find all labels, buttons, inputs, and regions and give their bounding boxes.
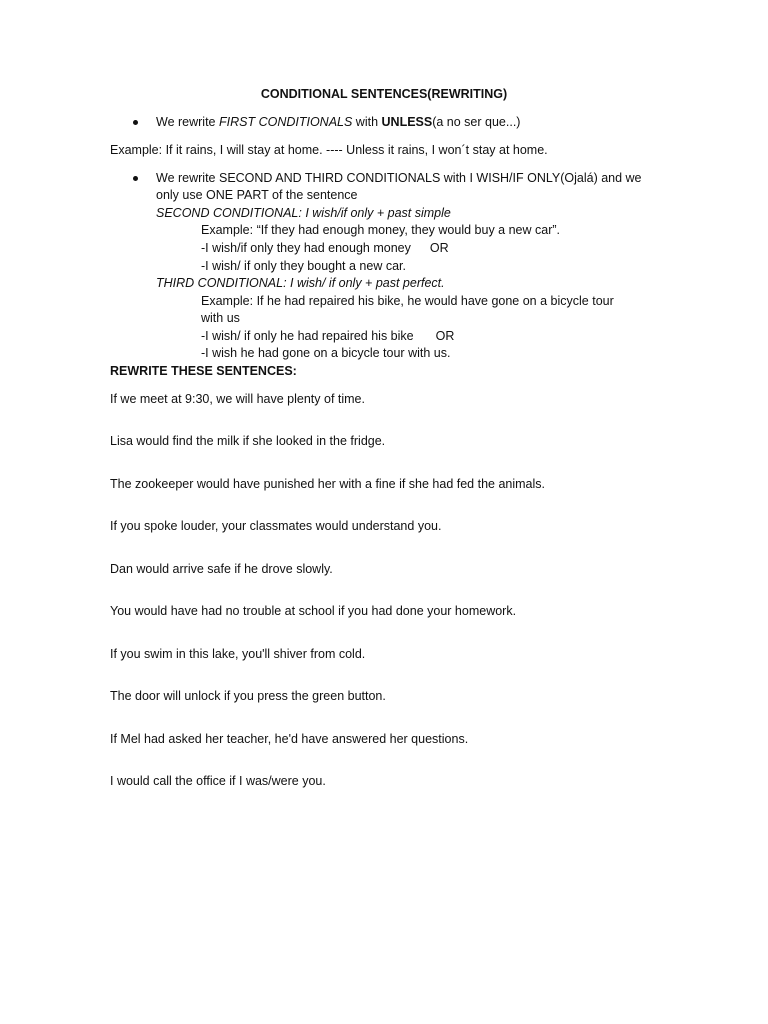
exercise-sentence: Dan would arrive safe if he drove slowly.: [110, 562, 333, 576]
exercise-heading: REWRITE THESE SENTENCES:: [110, 364, 297, 378]
bullet-dot: [133, 176, 138, 181]
third-example-line1: Example: If he had repaired his bike, he would have gone on a bicycle tour: [201, 294, 614, 308]
exercise-sentence: You would have had no trouble at school if you had done your homework.: [110, 604, 517, 618]
exercise-sentence: The door will unlock if you press the green button.: [110, 689, 386, 703]
exercise-sentence: I would call the office if I was/were you.: [110, 774, 326, 788]
third-opt1-text: -I wish/ if only he had repaired his bike: [201, 329, 414, 343]
bullet2-line1: We rewrite SECOND AND THIRD CONDITIONALS with I WISH/IF ONLY(Ojalá) and we: [156, 171, 642, 185]
bullet1-strong: UNLESS: [381, 115, 433, 129]
second-opt1-text: -I wish/if only they had enough money: [201, 241, 411, 255]
bullet1-em: FIRST CONDITIONALS: [218, 115, 353, 129]
bullet1-prefix: We rewrite: [156, 115, 219, 129]
third-option-1: [201, 328, 454, 345]
second-option-2: -I wish/ if only they bought a new car.: [201, 259, 406, 273]
or-label: OR: [435, 329, 455, 343]
exercise-sentence: If you swim in this lake, you'll shiver from cold.: [110, 647, 366, 661]
third-conditional-heading: THIRD CONDITIONAL: I wish/ if only + past perfect.: [156, 276, 445, 290]
or-label: OR: [429, 241, 449, 255]
bullet1-suffix: (a no ser que...): [432, 115, 521, 129]
bullet-first-conditionals: [156, 114, 520, 131]
second-option-1: [201, 240, 449, 257]
second-example: Example: “If they had enough money, they would buy a new car”.: [201, 223, 560, 237]
third-option-2: -I wish he had gone on a bicycle tour with us.: [201, 346, 451, 360]
bullet-dot: [133, 120, 138, 125]
exercise-sentence: If we meet at 9:30, we will have plenty of time.: [110, 392, 365, 406]
exercise-sentence: The zookeeper would have punished her with a fine if she had fed the animals.: [110, 477, 545, 491]
second-conditional-heading: SECOND CONDITIONAL: I wish/if only + past simple: [156, 206, 451, 220]
exercise-sentence: If Mel had asked her teacher, he'd have answered her questions.: [110, 732, 469, 746]
exercise-sentence: If you spoke louder, your classmates would understand you.: [110, 519, 442, 533]
page-title: CONDITIONAL SENTENCES(REWRITING): [260, 87, 508, 101]
example-unless: Example: If it rains, I will stay at home. ---- Unless it rains, I won´t stay at home.: [110, 143, 548, 157]
bullet1-mid: with: [352, 115, 382, 129]
exercise-sentence: Lisa would find the milk if she looked in the fridge.: [110, 434, 386, 448]
bullet2-line2: only use ONE PART of the sentence: [156, 188, 358, 202]
third-example-line2: with us: [201, 311, 240, 325]
